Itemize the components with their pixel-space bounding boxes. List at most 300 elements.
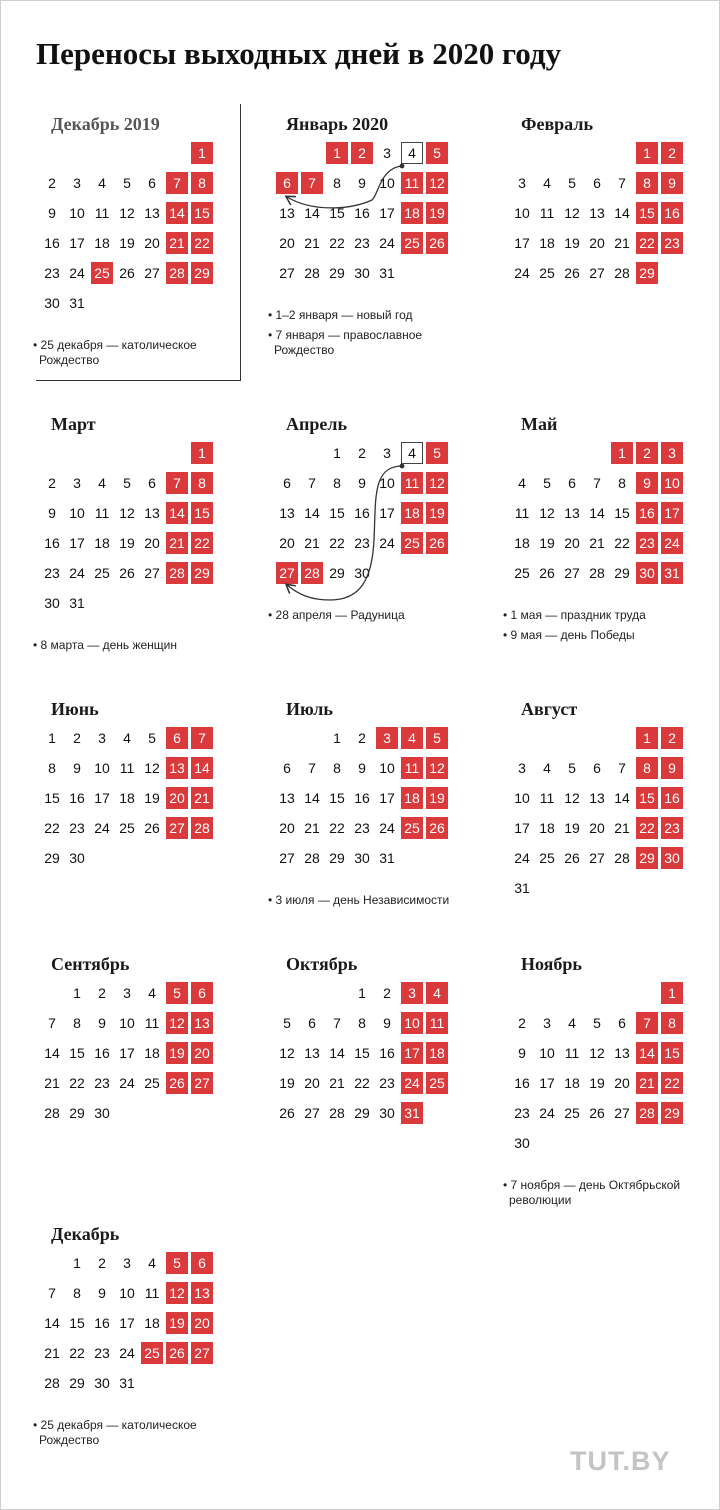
day-cell: 4 xyxy=(401,142,423,164)
day-cell: 26 xyxy=(426,817,448,839)
day-cell: 12 xyxy=(426,172,448,194)
day-cell: 22 xyxy=(191,532,213,554)
day-cell: 11 xyxy=(119,760,135,776)
day-cell: 26 xyxy=(119,265,135,281)
day-cell: 4 xyxy=(543,175,551,191)
day-cell: 12 xyxy=(426,757,448,779)
day-cell: 25 xyxy=(401,532,423,554)
day-cell: 22 xyxy=(354,1075,370,1091)
day-cell: 19 xyxy=(589,1075,605,1091)
day-cell: 1 xyxy=(661,982,683,1004)
day-cell: 24 xyxy=(514,265,530,281)
day-cell: 2 xyxy=(383,985,391,1001)
day-cell: 2 xyxy=(661,142,683,164)
day-cell: 23 xyxy=(94,1075,110,1091)
day-cell: 22 xyxy=(69,1075,85,1091)
day-cell: 18 xyxy=(539,235,555,251)
day-cell: 15 xyxy=(69,1045,85,1061)
day-cell: 29 xyxy=(69,1375,85,1391)
day-cell: 17 xyxy=(514,235,530,251)
day-cell: 2 xyxy=(48,475,56,491)
day-cell: 4 xyxy=(148,985,156,1001)
day-cell: 15 xyxy=(191,502,213,524)
day-cell: 4 xyxy=(123,730,131,746)
day-cell: 18 xyxy=(94,535,110,551)
day-cell: 24 xyxy=(379,820,395,836)
day-cell: 25 xyxy=(564,1105,580,1121)
day-cell: 17 xyxy=(69,235,85,251)
day-cell: 30 xyxy=(354,265,370,281)
day-cell: 25 xyxy=(539,265,555,281)
day-cell: 24 xyxy=(401,1072,423,1094)
day-cell: 26 xyxy=(539,565,555,581)
day-cell: 27 xyxy=(564,565,580,581)
day-cell: 18 xyxy=(426,1042,448,1064)
day-cell: 9 xyxy=(98,1285,106,1301)
day-cell: 5 xyxy=(593,1015,601,1031)
day-cell: 30 xyxy=(94,1375,110,1391)
day-cell: 21 xyxy=(191,787,213,809)
day-cell: 26 xyxy=(119,565,135,581)
day-cell: 5 xyxy=(568,760,576,776)
day-cell: 20 xyxy=(564,535,580,551)
day-cell: 29 xyxy=(329,850,345,866)
day-cell: 29 xyxy=(191,562,213,584)
day-cell: 10 xyxy=(379,175,395,191)
day-cell: 12 xyxy=(279,1045,295,1061)
day-cell: 24 xyxy=(539,1105,555,1121)
day-cell: 6 xyxy=(191,982,213,1004)
day-cell: 10 xyxy=(69,505,85,521)
day-cell: 23 xyxy=(636,532,658,554)
day-cell: 24 xyxy=(119,1345,135,1361)
day-cell: 20 xyxy=(614,1075,630,1091)
day-cell: 3 xyxy=(123,985,131,1001)
day-cell: 8 xyxy=(333,175,341,191)
day-cell: 25 xyxy=(514,565,530,581)
day-cell: 6 xyxy=(593,175,601,191)
day-cell: 22 xyxy=(636,232,658,254)
day-cell: 9 xyxy=(661,757,683,779)
day-cell: 12 xyxy=(119,505,135,521)
day-cell: 30 xyxy=(69,850,85,866)
day-cell: 28 xyxy=(304,265,320,281)
day-cell: 6 xyxy=(618,1015,626,1031)
day-cell: 3 xyxy=(518,175,526,191)
day-cell: 1 xyxy=(191,142,213,164)
day-cell: 14 xyxy=(589,505,605,521)
day-cell: 14 xyxy=(614,205,630,221)
day-cell: 28 xyxy=(301,562,323,584)
month-notes xyxy=(268,608,474,628)
day-cell: 20 xyxy=(144,535,160,551)
day-cell: 4 xyxy=(426,982,448,1004)
day-cell: 21 xyxy=(44,1075,60,1091)
day-cell: 7 xyxy=(166,472,188,494)
day-cell: 12 xyxy=(539,505,555,521)
day-cell: 15 xyxy=(329,790,345,806)
day-cell: 27 xyxy=(589,265,605,281)
day-cell: 30 xyxy=(636,562,658,584)
day-cell: 31 xyxy=(379,850,395,866)
day-cell: 5 xyxy=(166,1252,188,1274)
day-cell: 8 xyxy=(73,1285,81,1301)
day-cell: 11 xyxy=(144,1015,160,1031)
day-cell: 31 xyxy=(69,295,85,311)
day-cell: 27 xyxy=(191,1072,213,1094)
day-cell: 10 xyxy=(514,205,530,221)
day-cell: 20 xyxy=(589,235,605,251)
day-cell: 19 xyxy=(119,535,135,551)
day-cell: 6 xyxy=(166,727,188,749)
day-cell: 19 xyxy=(539,535,555,551)
day-cell: 21 xyxy=(44,1345,60,1361)
day-cell: 24 xyxy=(379,535,395,551)
day-cell: 5 xyxy=(166,982,188,1004)
day-cell: 11 xyxy=(539,205,555,221)
day-cell: 1 xyxy=(191,442,213,464)
holiday-note: • 7 января — православное Рождество xyxy=(268,328,423,357)
day-cell: 9 xyxy=(636,472,658,494)
day-cell: 27 xyxy=(279,265,295,281)
day-cell: 26 xyxy=(144,820,160,836)
tutby-logo: TUT.BY xyxy=(570,1446,671,1476)
day-cell: 19 xyxy=(426,787,448,809)
day-cell: 28 xyxy=(329,1105,345,1121)
month-name: Октябрь xyxy=(286,954,358,974)
day-cell: 28 xyxy=(614,850,630,866)
day-cell: 14 xyxy=(166,202,188,224)
day-cell: 29 xyxy=(614,565,630,581)
month-name: Июнь xyxy=(51,699,99,719)
month-notes xyxy=(268,308,474,363)
day-cell: 8 xyxy=(661,1012,683,1034)
day-cell: 15 xyxy=(191,202,213,224)
day-cell: 23 xyxy=(94,1345,110,1361)
day-cell: 10 xyxy=(69,205,85,221)
day-cell: 14 xyxy=(44,1045,60,1061)
day-cell: 27 xyxy=(276,562,298,584)
holiday-note: • 1 мая — праздник труда xyxy=(503,608,646,622)
day-cell: 13 xyxy=(144,205,160,221)
day-cell: 17 xyxy=(379,205,395,221)
day-cell: 17 xyxy=(514,820,530,836)
day-cell: 25 xyxy=(539,850,555,866)
day-cell: 26 xyxy=(426,232,448,254)
day-cell: 9 xyxy=(518,1045,526,1061)
day-cell: 13 xyxy=(304,1045,320,1061)
day-cell: 25 xyxy=(94,565,110,581)
day-cell: 4 xyxy=(98,475,106,491)
day-cell: 1 xyxy=(611,442,633,464)
day-cell: 6 xyxy=(283,760,291,776)
day-cell: 23 xyxy=(44,565,60,581)
day-cell: 8 xyxy=(636,172,658,194)
day-cell: 30 xyxy=(354,565,370,581)
day-cell: 3 xyxy=(376,727,398,749)
day-cell: 12 xyxy=(166,1012,188,1034)
holiday-note: • 7 ноября — день Октябрьской революции xyxy=(503,1178,681,1207)
day-cell: 29 xyxy=(191,262,213,284)
day-cell: 14 xyxy=(636,1042,658,1064)
day-cell: 22 xyxy=(329,535,345,551)
day-cell: 7 xyxy=(301,172,323,194)
day-cell: 16 xyxy=(44,535,60,551)
day-cell: 19 xyxy=(564,820,580,836)
month-name: Март xyxy=(51,414,96,434)
day-cell: 16 xyxy=(514,1075,530,1091)
day-cell: 18 xyxy=(401,787,423,809)
day-cell: 8 xyxy=(191,172,213,194)
day-cell: 8 xyxy=(73,1015,81,1031)
day-cell: 13 xyxy=(279,505,295,521)
day-cell: 21 xyxy=(589,535,605,551)
day-cell: 22 xyxy=(329,820,345,836)
day-cell: 10 xyxy=(379,475,395,491)
day-cell: 22 xyxy=(69,1345,85,1361)
day-cell: 26 xyxy=(166,1342,188,1364)
day-cell: 25 xyxy=(144,1075,160,1091)
day-cell: 11 xyxy=(426,1012,448,1034)
day-cell: 1 xyxy=(73,1255,81,1271)
day-cell: 21 xyxy=(329,1075,345,1091)
day-cell: 15 xyxy=(329,505,345,521)
day-cell: 23 xyxy=(661,232,683,254)
day-cell: 23 xyxy=(354,535,370,551)
day-cell: 17 xyxy=(119,1045,135,1061)
day-cell: 19 xyxy=(166,1042,188,1064)
day-cell: 18 xyxy=(94,235,110,251)
holiday-note: • 3 июля — день Независимости xyxy=(268,893,450,907)
day-cell: 6 xyxy=(568,475,576,491)
day-cell: 17 xyxy=(379,790,395,806)
day-cell: 13 xyxy=(614,1045,630,1061)
day-cell: 27 xyxy=(144,265,160,281)
day-cell: 28 xyxy=(304,850,320,866)
day-cell: 25 xyxy=(401,232,423,254)
day-cell: 23 xyxy=(379,1075,395,1091)
day-cell: 27 xyxy=(279,850,295,866)
day-cell: 22 xyxy=(661,1072,683,1094)
day-cell: 3 xyxy=(543,1015,551,1031)
day-cell: 29 xyxy=(69,1105,85,1121)
day-cell: 2 xyxy=(358,445,366,461)
day-cell: 20 xyxy=(279,535,295,551)
day-cell: 19 xyxy=(144,790,160,806)
day-cell: 21 xyxy=(166,232,188,254)
day-cell: 13 xyxy=(589,205,605,221)
day-cell: 1 xyxy=(73,985,81,1001)
day-cell: 9 xyxy=(73,760,81,776)
holiday-note: • 25 декабря — католическое Рождество xyxy=(33,338,197,367)
day-cell: 19 xyxy=(426,202,448,224)
day-cell: 29 xyxy=(354,1105,370,1121)
day-cell: 29 xyxy=(44,850,60,866)
day-cell: 24 xyxy=(379,235,395,251)
day-cell: 27 xyxy=(614,1105,630,1121)
day-cell: 17 xyxy=(379,505,395,521)
day-cell: 1 xyxy=(48,730,56,746)
day-cell: 10 xyxy=(661,472,683,494)
day-cell: 17 xyxy=(539,1075,555,1091)
day-cell: 31 xyxy=(379,265,395,281)
day-cell: 13 xyxy=(166,757,188,779)
day-cell: 26 xyxy=(589,1105,605,1121)
month-notes xyxy=(33,1418,239,1453)
day-cell: 16 xyxy=(354,505,370,521)
day-cell: 15 xyxy=(636,787,658,809)
day-cell: 5 xyxy=(283,1015,291,1031)
day-cell: 16 xyxy=(636,502,658,524)
day-cell: 12 xyxy=(119,205,135,221)
day-cell: 16 xyxy=(354,790,370,806)
day-cell: 16 xyxy=(661,202,683,224)
day-cell: 11 xyxy=(539,790,555,806)
day-cell: 7 xyxy=(166,172,188,194)
day-cell: 28 xyxy=(614,265,630,281)
day-cell: 4 xyxy=(148,1255,156,1271)
day-cell: 23 xyxy=(514,1105,530,1121)
day-cell: 3 xyxy=(73,175,81,191)
month-name: Май xyxy=(521,414,558,434)
day-cell: 31 xyxy=(119,1375,135,1391)
day-cell: 24 xyxy=(69,565,85,581)
day-cell: 7 xyxy=(618,175,626,191)
day-cell: 4 xyxy=(98,175,106,191)
day-cell: 20 xyxy=(144,235,160,251)
day-cell: 8 xyxy=(333,760,341,776)
day-cell: 12 xyxy=(166,1282,188,1304)
day-cell: 24 xyxy=(94,820,110,836)
day-cell: 15 xyxy=(614,505,630,521)
day-cell: 6 xyxy=(276,172,298,194)
day-cell: 24 xyxy=(69,265,85,281)
day-cell: 2 xyxy=(358,730,366,746)
day-cell: 31 xyxy=(661,562,683,584)
day-cell: 1 xyxy=(333,730,341,746)
day-cell: 12 xyxy=(426,472,448,494)
day-cell: 19 xyxy=(426,502,448,524)
day-cell: 16 xyxy=(69,790,85,806)
day-cell: 12 xyxy=(144,760,160,776)
day-cell: 2 xyxy=(98,1255,106,1271)
day-cell: 25 xyxy=(119,820,135,836)
day-cell: 18 xyxy=(539,820,555,836)
day-cell: 20 xyxy=(304,1075,320,1091)
day-cell: 9 xyxy=(48,205,56,221)
month-notes xyxy=(33,338,239,373)
month-notes xyxy=(33,638,239,658)
holiday-note: • 25 декабря — католическое Рождество xyxy=(33,1418,197,1447)
day-cell: 2 xyxy=(636,442,658,464)
day-cell: 11 xyxy=(94,205,110,221)
day-cell: 27 xyxy=(191,1342,213,1364)
day-cell: 26 xyxy=(279,1105,295,1121)
day-cell: 8 xyxy=(636,757,658,779)
day-cell: 9 xyxy=(661,172,683,194)
month-name: Февраль xyxy=(521,114,593,134)
day-cell: 2 xyxy=(351,142,373,164)
day-cell: 2 xyxy=(661,727,683,749)
day-cell: 10 xyxy=(401,1012,423,1034)
day-cell: 28 xyxy=(44,1375,60,1391)
day-cell: 11 xyxy=(514,505,530,521)
day-cell: 4 xyxy=(401,727,423,749)
day-cell: 15 xyxy=(329,205,345,221)
day-cell: 5 xyxy=(426,442,448,464)
day-cell: 7 xyxy=(593,475,601,491)
day-cell: 30 xyxy=(44,295,60,311)
month-notes xyxy=(503,1178,709,1213)
day-cell: 28 xyxy=(44,1105,60,1121)
day-cell: 5 xyxy=(123,175,131,191)
day-cell: 8 xyxy=(48,760,56,776)
day-cell: 26 xyxy=(166,1072,188,1094)
day-cell: 14 xyxy=(614,790,630,806)
day-cell: 14 xyxy=(304,505,320,521)
day-cell: 12 xyxy=(564,205,580,221)
day-cell: 6 xyxy=(308,1015,316,1031)
day-cell: 9 xyxy=(358,475,366,491)
day-cell: 14 xyxy=(304,205,320,221)
day-cell: 25 xyxy=(401,817,423,839)
day-cell: 18 xyxy=(119,790,135,806)
day-cell: 3 xyxy=(98,730,106,746)
day-cell: 29 xyxy=(661,1102,683,1124)
day-cell: 12 xyxy=(589,1045,605,1061)
day-cell: 27 xyxy=(166,817,188,839)
day-cell: 21 xyxy=(614,820,630,836)
day-cell: 17 xyxy=(69,535,85,551)
day-cell: 3 xyxy=(73,475,81,491)
day-cell: 6 xyxy=(191,1252,213,1274)
day-cell: 13 xyxy=(191,1282,213,1304)
month-notes xyxy=(268,893,474,913)
day-cell: 7 xyxy=(48,1015,56,1031)
day-cell: 18 xyxy=(564,1075,580,1091)
day-cell: 16 xyxy=(354,205,370,221)
day-cell: 13 xyxy=(279,205,295,221)
day-cell: 13 xyxy=(191,1012,213,1034)
day-cell: 9 xyxy=(358,175,366,191)
day-cell: 25 xyxy=(91,262,113,284)
day-cell: 21 xyxy=(304,820,320,836)
day-cell: 6 xyxy=(593,760,601,776)
day-cell: 30 xyxy=(354,850,370,866)
day-cell: 15 xyxy=(354,1045,370,1061)
day-cell: 30 xyxy=(661,847,683,869)
day-cell: 21 xyxy=(304,235,320,251)
day-cell: 5 xyxy=(426,142,448,164)
day-cell: 29 xyxy=(636,262,658,284)
day-cell: 14 xyxy=(191,757,213,779)
day-cell: 3 xyxy=(661,442,683,464)
day-cell: 30 xyxy=(514,1135,530,1151)
day-cell: 17 xyxy=(401,1042,423,1064)
day-cell: 20 xyxy=(191,1042,213,1064)
day-cell: 6 xyxy=(148,475,156,491)
month-name: Декабрь 2019 xyxy=(51,114,160,134)
day-cell: 6 xyxy=(148,175,156,191)
day-cell: 20 xyxy=(166,787,188,809)
day-cell: 7 xyxy=(308,475,316,491)
day-cell: 27 xyxy=(144,565,160,581)
day-cell: 1 xyxy=(636,727,658,749)
day-cell: 23 xyxy=(69,820,85,836)
holiday-note: • 8 марта — день женщин xyxy=(33,638,177,652)
day-cell: 21 xyxy=(614,235,630,251)
day-cell: 8 xyxy=(618,475,626,491)
